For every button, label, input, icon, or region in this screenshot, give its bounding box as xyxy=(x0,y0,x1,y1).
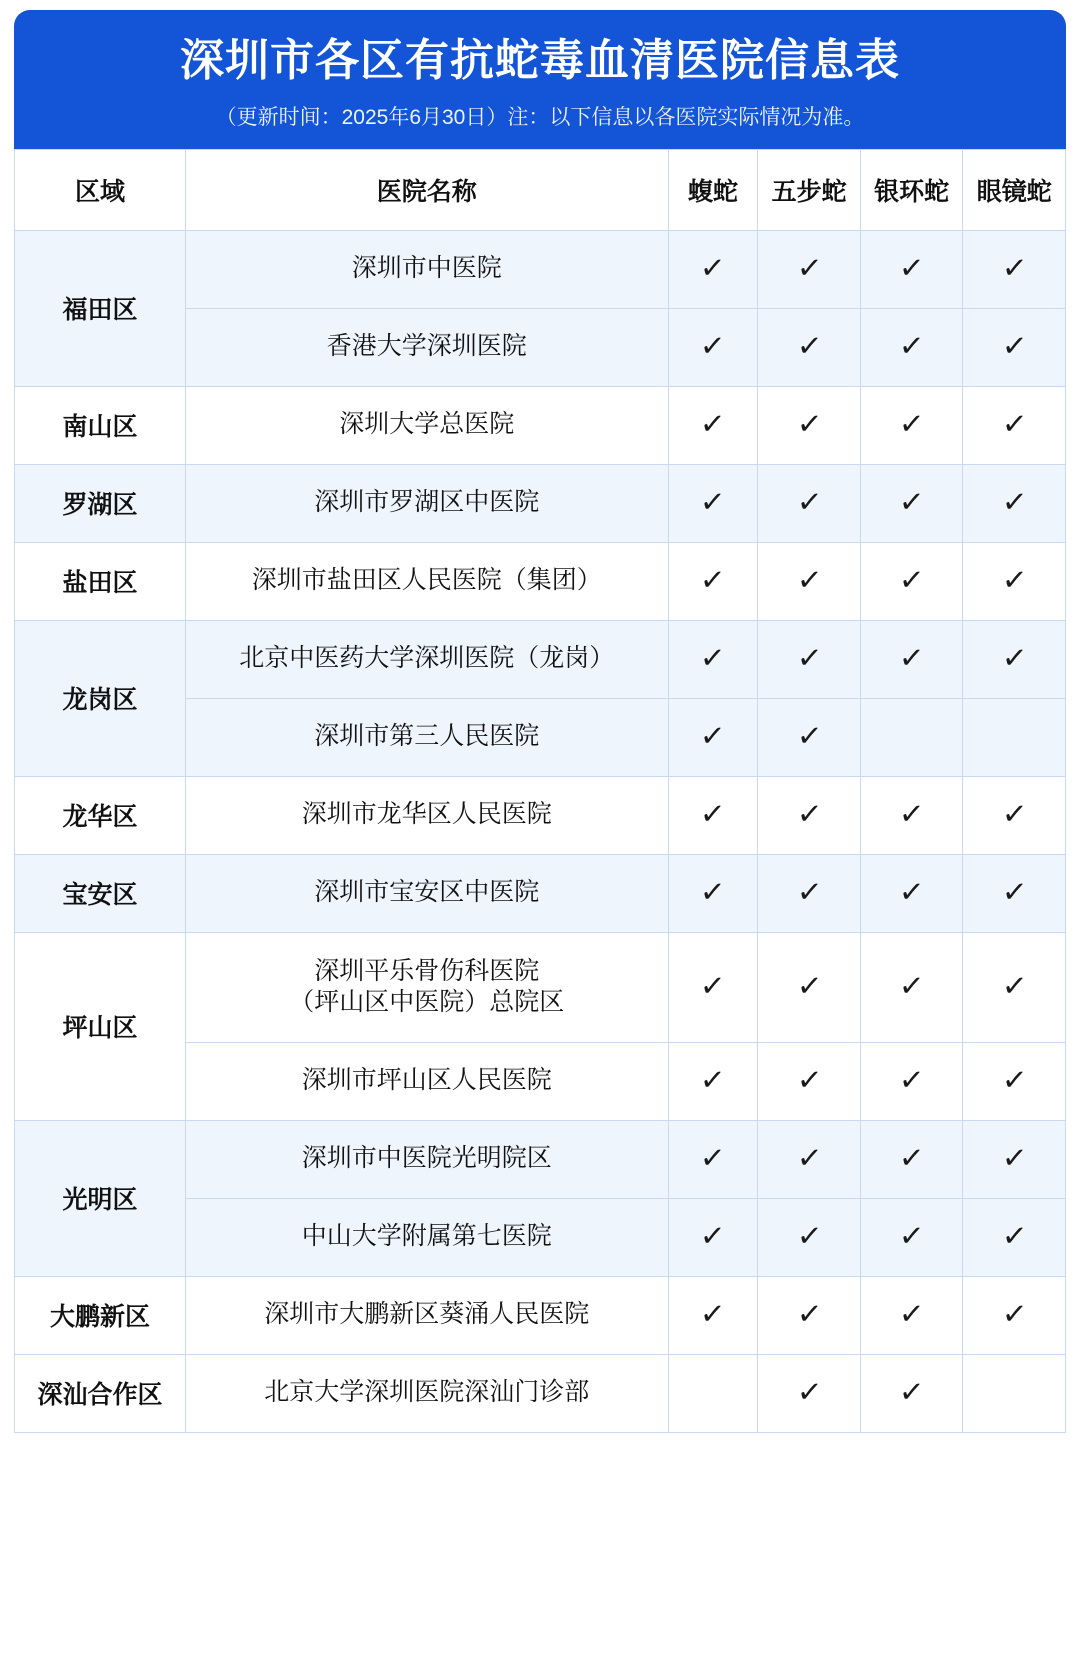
cell-banded-krait xyxy=(860,698,963,776)
check-icon: ✓ xyxy=(1000,562,1028,598)
cell-pit-viper xyxy=(668,932,758,1042)
check-icon: ✓ xyxy=(1000,406,1028,442)
check-icon: ✓ xyxy=(898,640,926,676)
check-icon: ✓ xyxy=(795,968,823,1004)
table-row xyxy=(15,1276,1066,1354)
cell-cobra xyxy=(963,1198,1066,1276)
cell-pit-viper xyxy=(668,776,758,854)
cell-five-pacer xyxy=(758,1354,861,1432)
table-row xyxy=(15,1354,1066,1432)
table-header xyxy=(15,149,1066,230)
check-icon: ✓ xyxy=(898,1140,926,1176)
cell-region: 罗湖区 xyxy=(15,464,186,542)
check-icon: ✓ xyxy=(795,328,823,364)
cell-five-pacer xyxy=(758,386,861,464)
check-icon: ✓ xyxy=(898,1296,926,1332)
table-row xyxy=(15,854,1066,932)
cell-cobra xyxy=(963,698,1066,776)
cell-five-pacer xyxy=(758,1120,861,1198)
check-icon: ✓ xyxy=(898,874,926,910)
check-icon: ✓ xyxy=(795,874,823,910)
cell-pit-viper xyxy=(668,1120,758,1198)
cell-cobra xyxy=(963,308,1066,386)
cell-pit-viper xyxy=(668,620,758,698)
cell-banded-krait xyxy=(860,542,963,620)
cell-banded-krait xyxy=(860,230,963,308)
check-icon: ✓ xyxy=(699,718,727,754)
check-icon: ✓ xyxy=(795,796,823,832)
check-icon: ✓ xyxy=(795,1296,823,1332)
check-icon: ✓ xyxy=(699,406,727,442)
table-row xyxy=(15,386,1066,464)
cell-five-pacer xyxy=(758,464,861,542)
cell-five-pacer xyxy=(758,308,861,386)
cell-hospital-name: 深圳市中医院 xyxy=(185,230,668,308)
check-icon: ✓ xyxy=(795,406,823,442)
cell-banded-krait xyxy=(860,932,963,1042)
check-icon: ✓ xyxy=(1000,1296,1028,1332)
cell-cobra xyxy=(963,932,1066,1042)
cell-banded-krait xyxy=(860,776,963,854)
cell-banded-krait xyxy=(860,1276,963,1354)
cell-pit-viper xyxy=(668,1276,758,1354)
check-icon: ✓ xyxy=(795,250,823,286)
check-icon: ✓ xyxy=(898,406,926,442)
cell-banded-krait xyxy=(860,1120,963,1198)
cell-cobra xyxy=(963,620,1066,698)
cell-region: 大鹏新区 xyxy=(15,1276,186,1354)
check-icon: ✓ xyxy=(1000,796,1028,832)
cell-five-pacer xyxy=(758,1198,861,1276)
cell-hospital-name: 深圳市罗湖区中医院 xyxy=(185,464,668,542)
cell-hospital-name: 中山大学附属第七医院 xyxy=(185,1198,668,1276)
check-icon: ✓ xyxy=(1000,250,1028,286)
check-icon: ✓ xyxy=(699,968,727,1004)
check-icon: ✓ xyxy=(699,562,727,598)
cell-banded-krait xyxy=(860,1354,963,1432)
cell-banded-krait xyxy=(860,1198,963,1276)
cell-five-pacer xyxy=(758,1042,861,1120)
check-icon: ✓ xyxy=(898,968,926,1004)
check-icon: ✓ xyxy=(699,640,727,676)
table-row xyxy=(15,776,1066,854)
table-row xyxy=(15,1120,1066,1198)
check-icon: ✓ xyxy=(699,1062,727,1098)
cell-five-pacer xyxy=(758,1276,861,1354)
check-icon: ✓ xyxy=(1000,874,1028,910)
cell-pit-viper xyxy=(668,386,758,464)
table-row xyxy=(15,932,1066,1042)
cell-banded-krait xyxy=(860,464,963,542)
check-icon: ✓ xyxy=(898,796,926,832)
cell-hospital-name: 深圳市第三人民医院 xyxy=(185,698,668,776)
page-subtitle: （更新时间：2025年6月30日）注：以下信息以各医院实际情况为准。 xyxy=(215,105,865,129)
check-icon: ✓ xyxy=(1000,1218,1028,1254)
check-icon: ✓ xyxy=(898,1062,926,1098)
cell-cobra xyxy=(963,1042,1066,1120)
cell-region: 南山区 xyxy=(15,386,186,464)
column-header-five-pacer: 五步蛇 xyxy=(758,149,861,230)
cell-cobra xyxy=(963,386,1066,464)
cell-pit-viper xyxy=(668,1198,758,1276)
check-icon: ✓ xyxy=(699,1296,727,1332)
check-icon: ✓ xyxy=(795,1062,823,1098)
cell-cobra xyxy=(963,1120,1066,1198)
check-icon: ✓ xyxy=(898,1218,926,1254)
cell-hospital-name: 深圳大学总医院 xyxy=(185,386,668,464)
table-row xyxy=(15,620,1066,698)
cell-pit-viper xyxy=(668,1042,758,1120)
check-icon: ✓ xyxy=(699,1140,727,1176)
check-icon: ✓ xyxy=(898,562,926,598)
cell-region: 深汕合作区 xyxy=(15,1354,186,1432)
table-row xyxy=(15,542,1066,620)
check-icon: ✓ xyxy=(1000,328,1028,364)
check-icon: ✓ xyxy=(1000,968,1028,1004)
check-icon: ✓ xyxy=(795,718,823,754)
cell-region: 宝安区 xyxy=(15,854,186,932)
cell-banded-krait xyxy=(860,386,963,464)
cell-hospital-name: 北京中医药大学深圳医院（龙岗） xyxy=(185,620,668,698)
cell-banded-krait xyxy=(860,620,963,698)
table-row xyxy=(15,230,1066,308)
check-icon: ✓ xyxy=(1000,1062,1028,1098)
cell-hospital-name: 深圳市龙华区人民医院 xyxy=(185,776,668,854)
cell-banded-krait xyxy=(860,1042,963,1120)
check-icon: ✓ xyxy=(699,250,727,286)
cell-hospital-name: 深圳市大鹏新区葵涌人民医院 xyxy=(185,1276,668,1354)
cell-banded-krait xyxy=(860,308,963,386)
cell-region: 盐田区 xyxy=(15,542,186,620)
check-icon: ✓ xyxy=(898,484,926,520)
cell-pit-viper xyxy=(668,854,758,932)
column-header-banded-krait: 银环蛇 xyxy=(860,149,963,230)
cell-pit-viper xyxy=(668,230,758,308)
column-header-hospital: 医院名称 xyxy=(185,149,668,230)
cell-pit-viper xyxy=(668,698,758,776)
check-icon: ✓ xyxy=(795,484,823,520)
hospital-antivenom-table xyxy=(14,149,1066,1433)
column-header-cobra: 眼镜蛇 xyxy=(963,149,1066,230)
cell-region: 龙岗区 xyxy=(15,620,186,776)
cell-five-pacer xyxy=(758,776,861,854)
cell-hospital-name: 深圳平乐骨伤科医院 （坪山区中医院）总院区 xyxy=(185,932,668,1042)
cell-hospital-name: 深圳市宝安区中医院 xyxy=(185,854,668,932)
cell-cobra xyxy=(963,854,1066,932)
cell-five-pacer xyxy=(758,854,861,932)
check-icon: ✓ xyxy=(699,796,727,832)
check-icon: ✓ xyxy=(898,1374,926,1410)
check-icon: ✓ xyxy=(699,1218,727,1254)
cell-cobra xyxy=(963,464,1066,542)
cell-five-pacer xyxy=(758,698,861,776)
cell-cobra xyxy=(963,542,1066,620)
check-icon: ✓ xyxy=(898,328,926,364)
cell-region: 龙华区 xyxy=(15,776,186,854)
cell-region: 光明区 xyxy=(15,1120,186,1276)
check-icon: ✓ xyxy=(1000,640,1028,676)
cell-five-pacer xyxy=(758,620,861,698)
cell-region: 福田区 xyxy=(15,230,186,386)
cell-cobra xyxy=(963,1354,1066,1432)
header-banner xyxy=(14,10,1066,149)
check-icon: ✓ xyxy=(795,1374,823,1410)
cell-region: 坪山区 xyxy=(15,932,186,1120)
cell-hospital-name: 香港大学深圳医院 xyxy=(185,308,668,386)
check-icon: ✓ xyxy=(1000,1140,1028,1176)
table-body xyxy=(15,230,1066,1432)
cell-cobra xyxy=(963,1276,1066,1354)
cell-hospital-name: 北京大学深圳医院深汕门诊部 xyxy=(185,1354,668,1432)
cell-hospital-name: 深圳市坪山区人民医院 xyxy=(185,1042,668,1120)
cell-pit-viper xyxy=(668,308,758,386)
check-icon: ✓ xyxy=(699,874,727,910)
table-header-row xyxy=(15,149,1066,230)
check-icon: ✓ xyxy=(795,640,823,676)
check-icon: ✓ xyxy=(699,484,727,520)
check-icon: ✓ xyxy=(795,1140,823,1176)
column-header-pit-viper: 蝮蛇 xyxy=(668,149,758,230)
cell-hospital-name: 深圳市盐田区人民医院（集团） xyxy=(185,542,668,620)
cell-five-pacer xyxy=(758,230,861,308)
column-header-region: 区域 xyxy=(15,149,186,230)
check-icon: ✓ xyxy=(795,562,823,598)
check-icon: ✓ xyxy=(898,250,926,286)
cell-five-pacer xyxy=(758,932,861,1042)
page-title: 深圳市各区有抗蛇毒血清医院信息表 xyxy=(180,36,900,85)
cell-pit-viper xyxy=(668,464,758,542)
cell-pit-viper xyxy=(668,1354,758,1432)
cell-pit-viper xyxy=(668,542,758,620)
table-row xyxy=(15,464,1066,542)
cell-banded-krait xyxy=(860,854,963,932)
check-icon: ✓ xyxy=(1000,484,1028,520)
check-icon: ✓ xyxy=(699,328,727,364)
cell-cobra xyxy=(963,230,1066,308)
cell-hospital-name: 深圳市中医院光明院区 xyxy=(185,1120,668,1198)
cell-five-pacer xyxy=(758,542,861,620)
check-icon: ✓ xyxy=(795,1218,823,1254)
cell-cobra xyxy=(963,776,1066,854)
